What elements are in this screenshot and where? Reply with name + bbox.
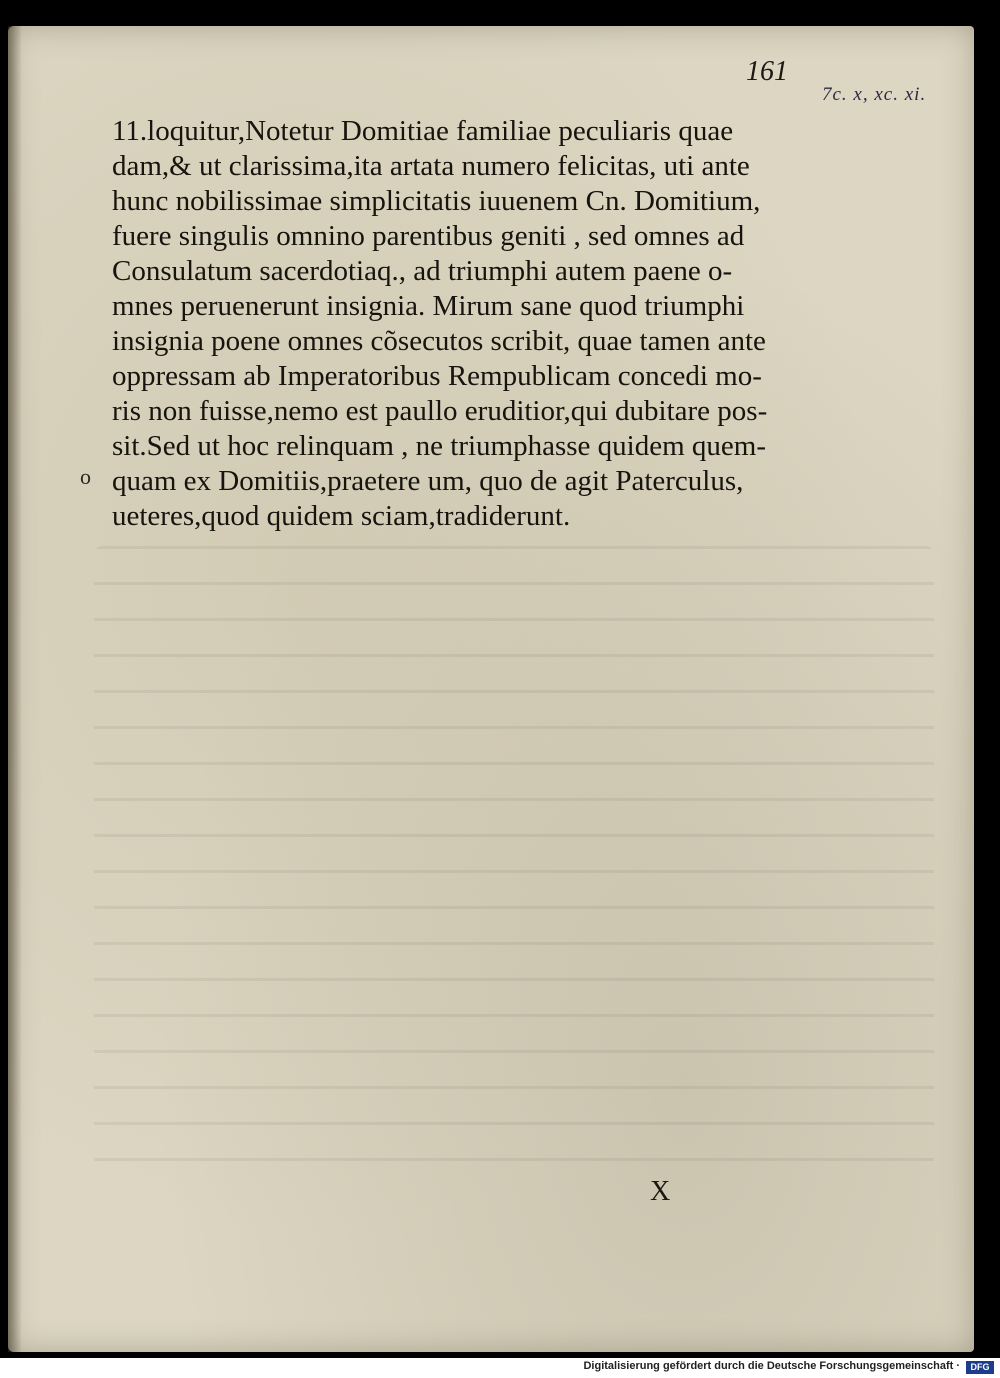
text-line-11: quam ex Domitiis,praetere um, quo de agit Paterculus, <box>112 465 744 497</box>
text-line-7: insignia poene omnes cõsecutos scribit, quae tamen ante <box>112 325 766 357</box>
text-line-4: fuere singulis omnino parentibus geniti , sed omnes ad <box>112 220 745 252</box>
text-line-12: ueteres,quod quidem sciam,tradiderunt. <box>112 500 571 532</box>
book-page <box>8 26 974 1352</box>
show-through-text <box>94 546 934 1166</box>
text-line-6: mnes peruenerunt insignia. Mirum sane quod triumphi <box>112 290 745 322</box>
footer-bar <box>0 1358 1000 1378</box>
text-line-9: ris non fuisse,nemo est paullo eruditior,qui dubitare pos- <box>112 395 768 427</box>
text-line-2: dam,& ut clarissima,ita artata numero felicitas, uti ante <box>112 150 750 182</box>
page-number: 161 <box>746 56 788 87</box>
handwritten-marginalia: 7c. x, xc. xi. <box>822 84 927 105</box>
page-gutter-shadow <box>8 26 22 1352</box>
text-line-10: sit.Sed ut hoc relinquam , ne triumphasse quidem quem- <box>112 430 766 462</box>
footer-credit: Digitalisierung gefördert durch die Deutsche Forschungsgemeinschaft · <box>583 1360 960 1372</box>
text-line-3: hunc nobilissimae simplicitatis iuuenem Cn. Domitium, <box>112 185 761 217</box>
body-text <box>112 114 832 534</box>
signature-mark: X <box>650 1176 671 1207</box>
dfg-logo: DFG <box>966 1361 994 1374</box>
margin-mark: o <box>80 464 91 489</box>
text-line-5: Consulatum sacerdotiaq., ad triumphi autem paene o- <box>112 255 733 287</box>
text-line-8: oppressam ab Imperatoribus Rempublicam concedi mo- <box>112 360 762 392</box>
text-line-1: 11.loquitur,Notetur Domitiae familiae peculiaris quae <box>112 115 734 147</box>
